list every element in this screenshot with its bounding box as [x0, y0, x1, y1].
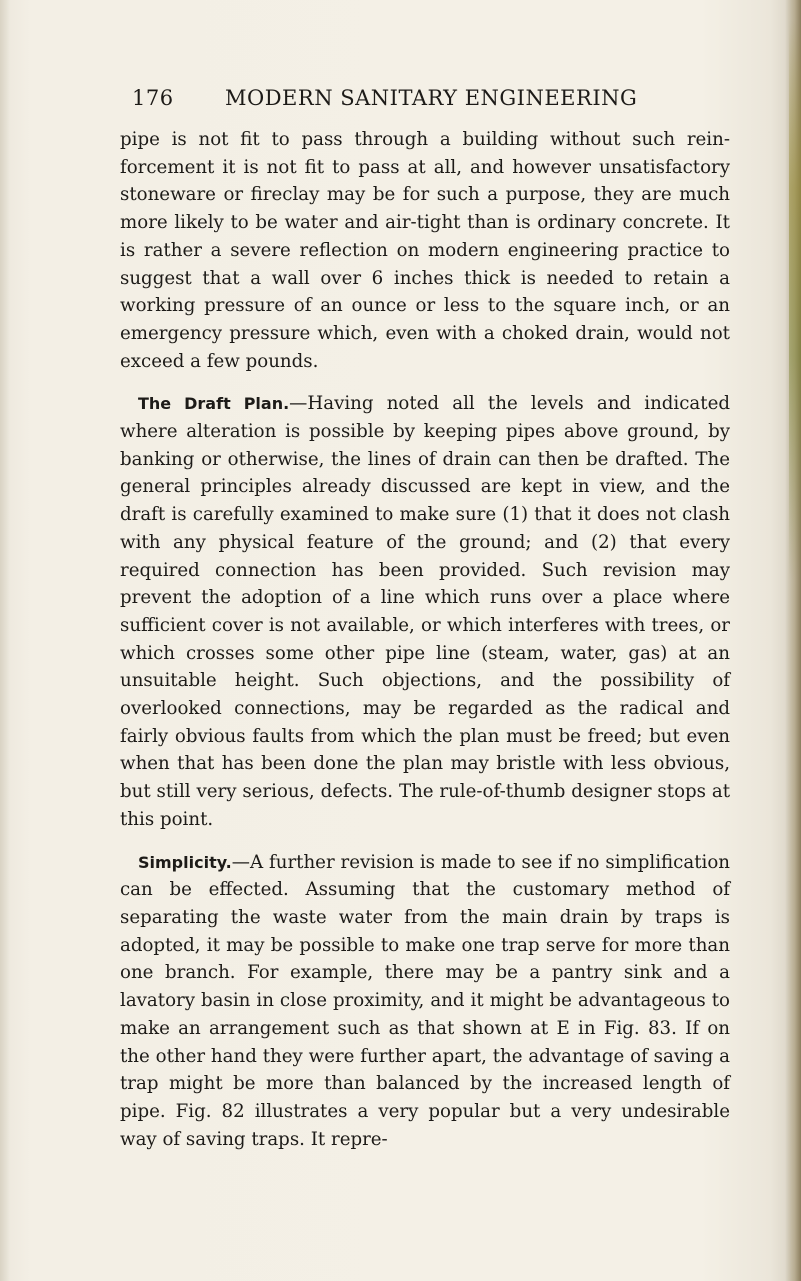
paragraph-simplicity [120, 849, 730, 1154]
paragraph-text: pipe is not fit to pass through a building without such reinforcement it is not fit to pass at all, and however unsatisfactory stoneware or fireclay may be for such a purpose, they are much more likely to be water and air-tight than is ordinary concrete. It is rather a severe reflection on modern engineering practice to suggest that a wall over 6 inches thick is needed to retain a working pressure of an ounce or less to the square inch, or an emergency pressure which, even with a choked drain, would not exceed a few pounds. [120, 129, 730, 372]
paragraph-draft-plan [120, 390, 730, 833]
section-heading-draft-plan: The Draft Plan. [138, 394, 290, 414]
page-header [132, 86, 692, 120]
paragraph-continuation [120, 126, 730, 375]
page-gutter-shadow [0, 0, 10, 1281]
paragraph-text: —A further revision is made to see if no simplification can be effected. Assuming that the customary method of separating the waste water from the main drain by traps is adopted, it may be possible to make one trap serve for more than one branch. For example, there may be a pantry sink and a lavatory basin in close proximity, and it might be advantageous to make an arrangement such as that shown at E in Fig. 83. If on the other hand they were further apart, the advantage of saving a trap might be more than balanced by the increased length of pipe. Fig. 82 illustrates a very popular but a very undesirable way of saving traps. It repre- [120, 851, 730, 1150]
section-heading-simplicity: Simplicity. [138, 852, 232, 872]
page-edge-stain [789, 20, 801, 580]
body-text [120, 126, 730, 1153]
paragraph-text: —Having noted all the levels and indicated where alteration is possible by keeping pipes above ground, by banking or otherwise, the lines of drain can then be drafted. The general principles already discussed are kept in view, and the draft is carefully examined to make sure (1) that it does not clash with any physical feature of the ground; and (2) that every required connection has been provided. Such revision may prevent the adoption of a line which runs over a place where sufficient cover is not available, or which interferes with trees, or which crosses some other pipe line (steam, water, gas) at an unsuitable height. Such objections, and the possibility of overlooked connections, may be regarded as the radical and fairly obvious faults from which the plan must be freed; but even when that has been done the plan may bristle with less obvious, but still very serious, defects. The rule-of-thumb designer stops at this point. [120, 393, 730, 830]
page-number: 176 [132, 86, 174, 110]
running-head: MODERN SANITARY ENGINEERING [225, 86, 638, 110]
